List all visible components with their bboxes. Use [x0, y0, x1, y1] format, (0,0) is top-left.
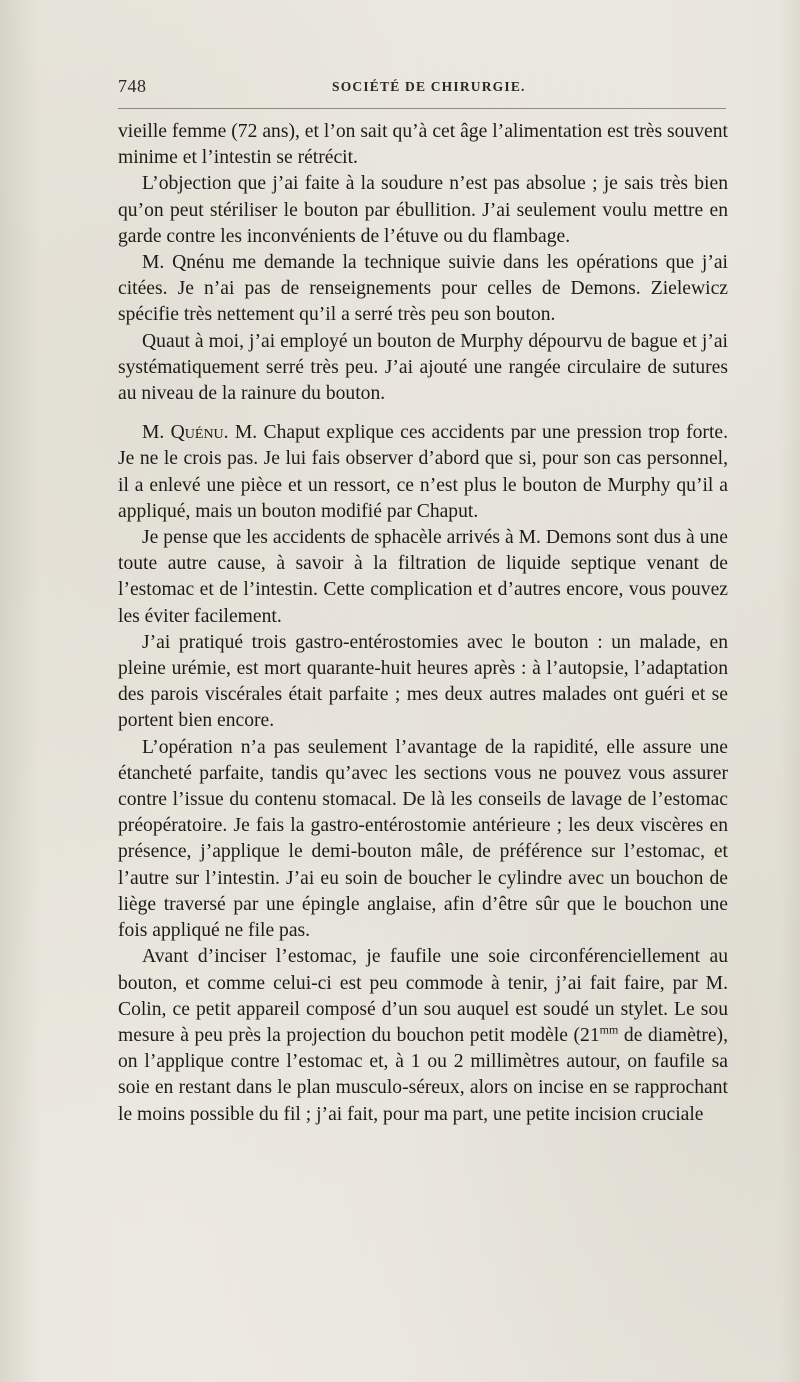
paragraph-9: [118, 944, 728, 1127]
paragraph-5-text: M. Chaput explique ces accidents par une pression trop forte. Je ne le crois pas. Je lui fais observer d’abord que si, pour son cas personnel, il a enlevé une pièce et un ressort, ce n’est plus le bouton de Murphy qu’il a appliqué, mais un bouton modifié par Chaput.: [118, 422, 728, 522]
running-title: SOCIÉTÉ DE CHIRURGIE.: [332, 79, 526, 94]
paragraph-7: J’ai pratiqué trois gastro-entérostomies avec le bouton : un malade, en pleine urémie, est mort quarante-huit heures après : à l’autopsie, l’adaptation des parois viscérales était parfaite ; mes deux autres malades ont guéri et se portent bien encore.: [118, 631, 728, 732]
header-rule: [118, 108, 726, 109]
paragraph-9-text-b: de diamètre), on l’applique contre l’estomac et, à 1 ou 2 millimètres autour, on faufile sa soie en restant dans le plan musculo-séreux, alors on incise en se rapprochant le moins possible du fil ; j’ai fait, pour ma part, une petite incision cruciale: [118, 1024, 728, 1125]
speaker-name: M. Quénu.: [142, 422, 229, 444]
body-text: [118, 119, 728, 1128]
paragraph-6: Je pense que les accidents de sphacèle arrivés à M. Demons sont dus à une toute autre cause, à savoir à la filtration de liquide septique venant de l’estomac et de l’intestin. Cette complication et d’autres encore, vous pouvez les éviter facilement.: [118, 527, 728, 627]
paragraph-4: Quaut à moi, j’ai employé un bouton de Murphy dépourvu de bague et j’ai systématiquement serré très peu. J’ai ajouté une rangée circulaire de sutures au niveau de la rainure du bouton.: [118, 330, 728, 405]
paragraph-8: L’opération n’a pas seulement l’avantage de la rapidité, elle assure une étancheté parfaite, tandis qu’avec les sections vous ne pouvez vous assurer contre l’issue du contenu stomacal. De là les conseils de lavage de l’estomac préopératoire. Je fais la gastro-entérostomie antérieure ; les deux viscères en présence, j’applique le demi-bouton mâle, de préférence sur l’estomac, et l’autre sur l’intestin. J’ai eu soin de boucher le cylindre avec un bouchon de liège traversé par une épingle anglaise, afin d’être sûr que le bouchon une fois appliqué ne file pas.: [118, 736, 728, 942]
superscript-mm: mm: [599, 1022, 619, 1037]
page-header: [118, 74, 726, 100]
paragraph-5: [118, 420, 728, 525]
paragraph-9-text-a: Avant d’inciser l’estomac, je faufile une soie circonférenciellement au bouton, et comme celui-ci est peu commode à tenir, j’ai fait faire, par M. Colin, ce petit appareil composé d’un sou auquel est soudé un stylet. Le sou mesure à peu près la projection du bouchon petit modèle (21: [118, 946, 728, 1046]
paragraph-3: M. Qnénu me demande la technique suivie dans les opérations que j’ai citées. Je n’ai pas de renseignements pour celles de Demons. Zielewicz spécifie très nettement qu’il a serré très peu son bouton.: [118, 252, 728, 326]
page-number: 748: [118, 76, 147, 96]
paragraph-1: vieille femme (72 ans), et l’on sait qu’à cet âge l’alimentation est très souvent minime et l’intestin se rétrécit.: [118, 121, 728, 169]
paragraph-2: L’objection que j’ai faite à la soudure n’est pas absolue ; je sais très bien qu’on peut stériliser le bouton par ébullition. J’ai seulement voulu mettre en garde contre les inconvénients de l’étuve ou du flambage.: [118, 173, 728, 247]
